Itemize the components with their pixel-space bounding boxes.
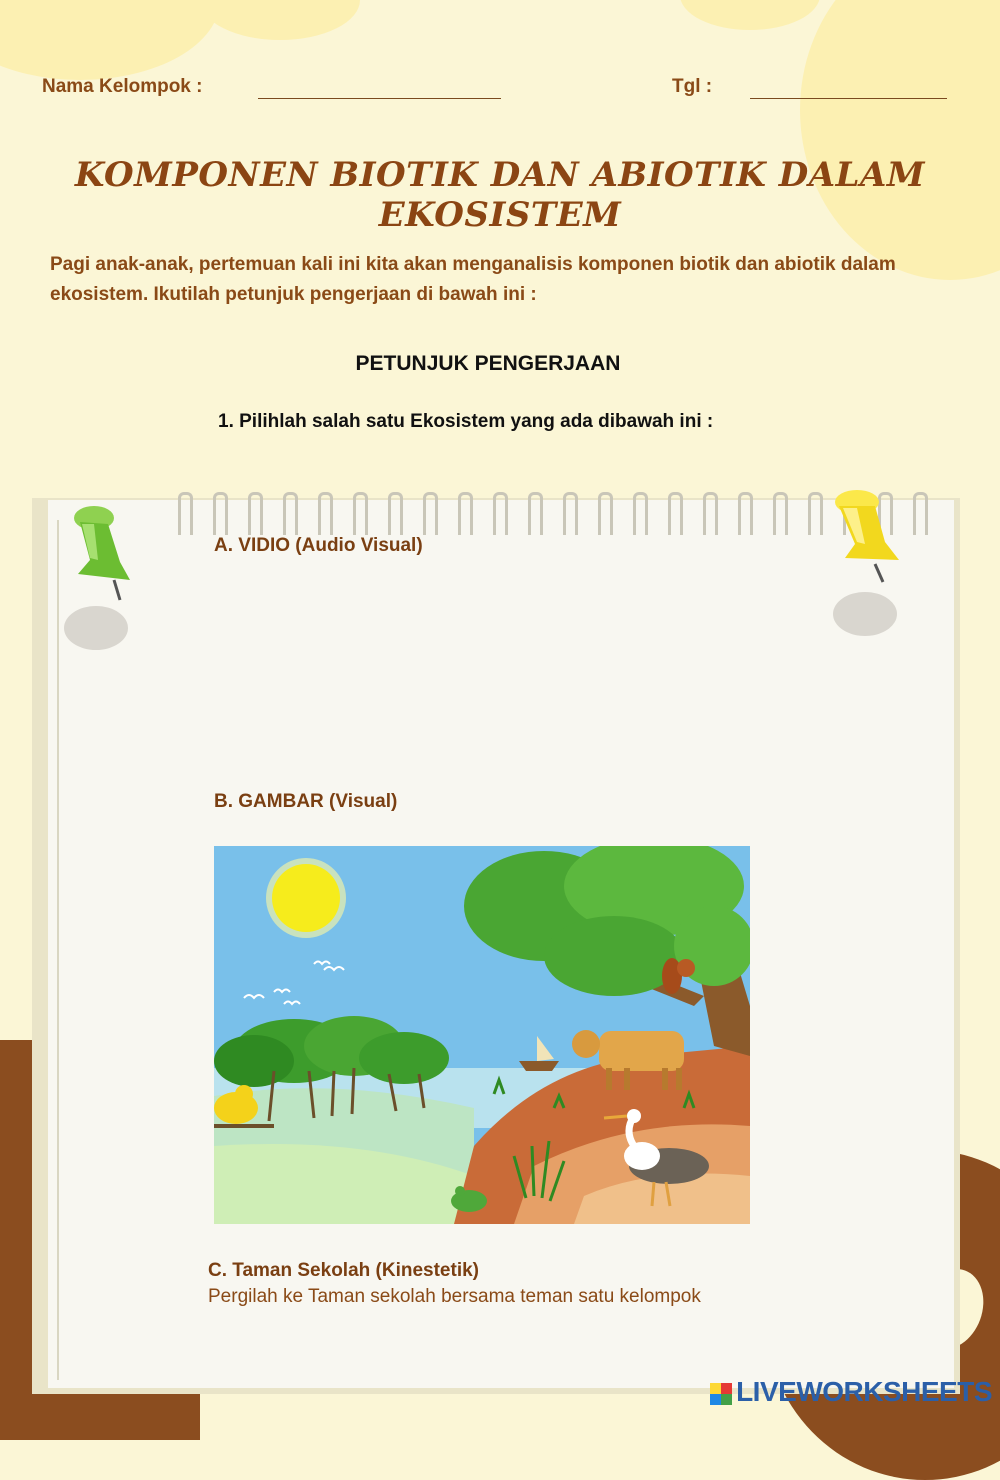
binder-ring xyxy=(913,492,928,535)
decor-blob-top-right-small xyxy=(680,0,820,30)
binder-ring xyxy=(178,492,193,535)
instructions-heading: PETUNJUK PENGERJAAN xyxy=(355,352,621,375)
binder-ring xyxy=(598,492,613,535)
option-c-label: C. Taman Sekolah (Kinestetik) xyxy=(208,1260,479,1281)
binder-ring xyxy=(213,492,228,535)
option-a-label: A. VIDIO (Audio Visual) xyxy=(214,535,423,556)
binder-ring xyxy=(563,492,578,535)
intro-text: Pagi anak-anak, pertemuan kali ini kita akan menganalisis komponen biotik dan abiotik dalam ekosistem. Ikutilah petunjuk pengerjaan di bawah ini : xyxy=(50,254,896,305)
logo-mark-icon xyxy=(710,1383,732,1405)
binder-ring xyxy=(633,492,648,535)
date-label: Tgl : xyxy=(672,76,713,97)
watermark-text: LIVEWORKSHEETS xyxy=(736,1376,992,1407)
binder-ring xyxy=(353,492,368,535)
decor-blob-top-center xyxy=(200,0,360,40)
paper-margin-line xyxy=(57,520,59,1380)
binder-ring xyxy=(668,492,683,535)
group-name-label: Nama Kelompok : xyxy=(42,76,203,97)
decor-blob-top-right xyxy=(800,0,1000,280)
group-name-input-line[interactable] xyxy=(258,98,501,99)
binder-ring xyxy=(808,492,823,535)
binder-ring xyxy=(738,492,753,535)
binder-ring xyxy=(388,492,403,535)
binder-ring xyxy=(458,492,473,535)
binder-ring xyxy=(773,492,788,535)
binder-ring xyxy=(283,492,298,535)
binder-ring xyxy=(703,492,718,535)
binder-ring xyxy=(423,492,438,535)
sun-icon xyxy=(272,864,340,932)
liveworksheets-logo xyxy=(710,1376,992,1408)
date-input-line[interactable] xyxy=(750,98,947,99)
ecosystem-illustration xyxy=(214,846,750,1224)
page-title: KOMPONEN BIOTIK DAN ABIOTIK DALAM EKOSISTEM xyxy=(74,155,926,235)
instruction-step-1: 1. Pilihlah salah satu Ekosistem yang ada dibawah ini : xyxy=(218,411,714,432)
green-pin-icon xyxy=(60,500,150,660)
option-c-text: Pergilah ke Taman sekolah bersama teman satu kelompok xyxy=(208,1286,701,1307)
binder-ring xyxy=(248,492,263,535)
binder-ring xyxy=(528,492,543,535)
option-b-label: B. GAMBAR (Visual) xyxy=(214,791,398,812)
binder-ring xyxy=(493,492,508,535)
decor-blob-top-left xyxy=(0,0,220,80)
yellow-pin-icon xyxy=(825,486,915,646)
binder-ring xyxy=(318,492,333,535)
